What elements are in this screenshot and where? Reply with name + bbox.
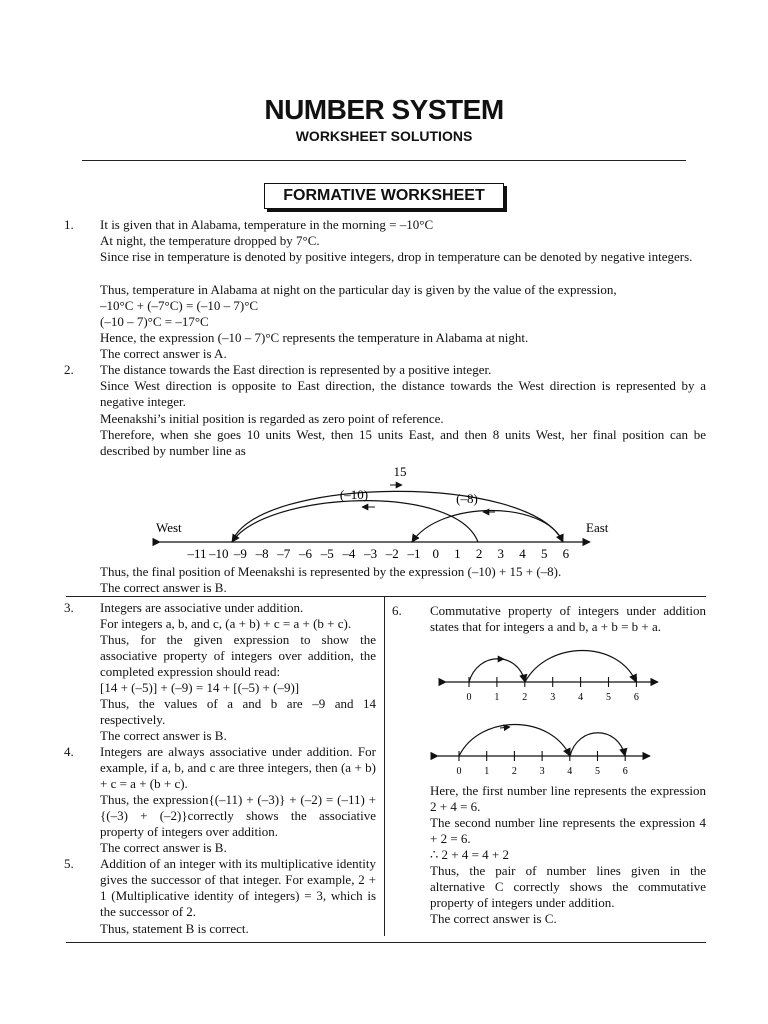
q6-line2-tick-label: 1 — [484, 766, 490, 777]
q2-tick-label: –8 — [255, 546, 269, 561]
q1-line: Since rise in temperature is denoted by positive integers, drop in temperature can be denoted by negative integers. — [100, 249, 693, 264]
section-heading: FORMATIVE WORKSHEET — [264, 183, 504, 209]
column-divider — [384, 596, 385, 936]
q2-tick-label: 2 — [475, 546, 483, 561]
q6-line2-tick-label: 0 — [456, 766, 462, 777]
q6-line2-tick-label: 5 — [595, 766, 600, 777]
q2-tick-label: –9 — [233, 546, 247, 561]
q1-line: It is given that in Alabama, temperature in the morning = –10°C — [100, 217, 434, 232]
q2-number-line — [0, 462, 768, 572]
q6-line1-tick-label: 5 — [606, 692, 611, 703]
q5-line: Addition of an integer with its multiplicative identity gives the successor of that integer. For example, 2 + 1 (Multiplicative identity of integers) = 3, which is the successor of 2. — [100, 856, 376, 920]
q3-line: Thus, the values of a and b are –9 and 14 respectively. — [100, 696, 376, 728]
q1-line: –10°C + (–7°C) = (–10 – 7)°C — [100, 298, 259, 313]
q2-line: Meenakshi’s initial position is regarded as zero point of reference. — [100, 411, 444, 426]
q2-tick-label: 5 — [540, 546, 548, 561]
two-column-top-rule — [66, 596, 706, 597]
q6-line1-tick-label: 1 — [494, 692, 500, 703]
q3-line: Integers are associative under addition. — [100, 600, 304, 615]
q2-number: 2. — [64, 362, 74, 377]
q6-intro: Commutative property of integers under addition states that for integers a and b, a + b = b + a. — [430, 603, 706, 635]
q2-tick-label: –2 — [385, 546, 399, 561]
q6-line2-tick-label: 3 — [539, 766, 545, 777]
q3-line: Thus, for the given expression to show the associative property of integers over addition, the completed expression should read: — [100, 632, 376, 680]
q2-line: The distance towards the East direction is represented by a positive integer. — [100, 362, 492, 377]
q1-line: Hence, the expression (–10 – 7)°C represents the temperature in Alabama at night. — [100, 330, 529, 345]
q4-line: The correct answer is B. — [100, 840, 227, 855]
q2-line: The correct answer is B. — [100, 580, 227, 595]
q3-number: 3. — [64, 600, 74, 615]
q2-tick-label: –11 — [187, 546, 207, 561]
q1-line: At night, the temperature dropped by 7°C. — [100, 233, 320, 248]
page-subtitle: WORKSHEET SOLUTIONS — [295, 128, 473, 144]
q6-line1-tick-label: 6 — [633, 692, 639, 703]
q3-line: [14 + (–5)] + (–9) = 14 + [(–5) + (–9)] — [100, 680, 300, 695]
q6-line: Here, the first number line represents the expression 2 + 4 = 6. — [430, 783, 706, 815]
q6-number: 6. — [392, 603, 402, 618]
q2-tick-label: 4 — [519, 546, 526, 561]
q6-line1-tick-label: 2 — [522, 692, 528, 703]
q5-number: 5. — [64, 856, 74, 871]
q2-arc-label-15: 15 — [393, 464, 407, 479]
q2-tick-label: –10 — [208, 546, 229, 561]
q1-line: Thus, temperature in Alabama at night on the particular day is given by the value of the expression, — [100, 282, 617, 297]
q2-arc-label-minus8: (–8) — [456, 491, 478, 506]
q6-number-line-2 — [430, 720, 670, 780]
q6-line: The correct answer is C. — [430, 911, 557, 926]
q2-tick-label: 1 — [454, 546, 461, 561]
q2-tick-label: –4 — [342, 546, 356, 561]
q2-east-label: East — [586, 520, 609, 535]
q2-tick-label: –3 — [364, 546, 378, 561]
q4-line: Thus, the expression{(–11) + (–3)} + (–2) = (–11) + {(–3) + (–2)}correctly shows the associative property of integers over addition. — [100, 792, 376, 840]
q3-line: For integers a, b, and c, (a + b) + c = a + (b + c). — [100, 616, 352, 631]
q6-line: Thus, the pair of number lines given in the alternative C correctly shows the commutative property of integers under addition. — [430, 863, 706, 911]
q2-line: Since West direction is opposite to East direction, the distance towards the West direction is represented by a negative integer. — [100, 378, 706, 410]
q6-line1-tick-label: 3 — [550, 692, 556, 703]
q1-number: 1. — [64, 217, 74, 232]
q6-line1-tick-label: 4 — [578, 692, 584, 703]
q2-arc-minus10 — [232, 501, 478, 542]
q2-tick-label: –1 — [407, 546, 421, 561]
q2-tick-label: 3 — [497, 546, 505, 561]
q5-line: Thus, statement B is correct. — [100, 921, 249, 936]
q2-arc-15 — [232, 491, 563, 542]
q2-arc-minus8 — [412, 511, 563, 543]
q2-tick-label: –5 — [320, 546, 334, 561]
header-rule — [82, 160, 686, 161]
q2-line: Thus, the final position of Meenakshi is represented by the expression (–10) + 15 + (–8). — [100, 564, 562, 579]
q2-tick-label: 6 — [562, 546, 570, 561]
q2-arc-label-minus10: (–10) — [339, 487, 369, 502]
q1-line: (–10 – 7)°C = –17°C — [100, 314, 209, 329]
q1-line: The correct answer is A. — [100, 346, 227, 361]
q6-line1-tick-label: 0 — [466, 692, 472, 703]
q2-tick-label: –7 — [277, 546, 291, 561]
bottom-rule — [66, 942, 706, 943]
q2-west-label: West — [156, 520, 182, 535]
q3-line: The correct answer is B. — [100, 728, 227, 743]
q6-line: ∴ 2 + 4 = 4 + 2 — [430, 847, 510, 862]
q6-line2-tick-label: 4 — [567, 766, 573, 777]
q6-line2-arc-4-head — [500, 727, 510, 728]
q6-line2-tick-label: 6 — [622, 766, 628, 777]
q6-line2-tick-label: 2 — [511, 766, 517, 777]
q2-tick-label: –6 — [299, 546, 312, 561]
q6-number-line-1 — [438, 646, 678, 706]
q2-tick-label: 0 — [432, 546, 439, 561]
q4-line: Integers are always associative under addition. For example, if a, b, and c are three integers, then (a + b) + c = a + (b + c). — [100, 744, 376, 792]
q6-line: The second number line represents the expression 4 + 2 = 6. — [430, 815, 706, 847]
page-title: NUMBER SYSTEM — [264, 94, 504, 125]
q4-number: 4. — [64, 744, 74, 759]
q2-line: Therefore, when she goes 10 units West, then 15 units East, and then 8 units West, her final position can be described by number line as — [100, 427, 706, 459]
